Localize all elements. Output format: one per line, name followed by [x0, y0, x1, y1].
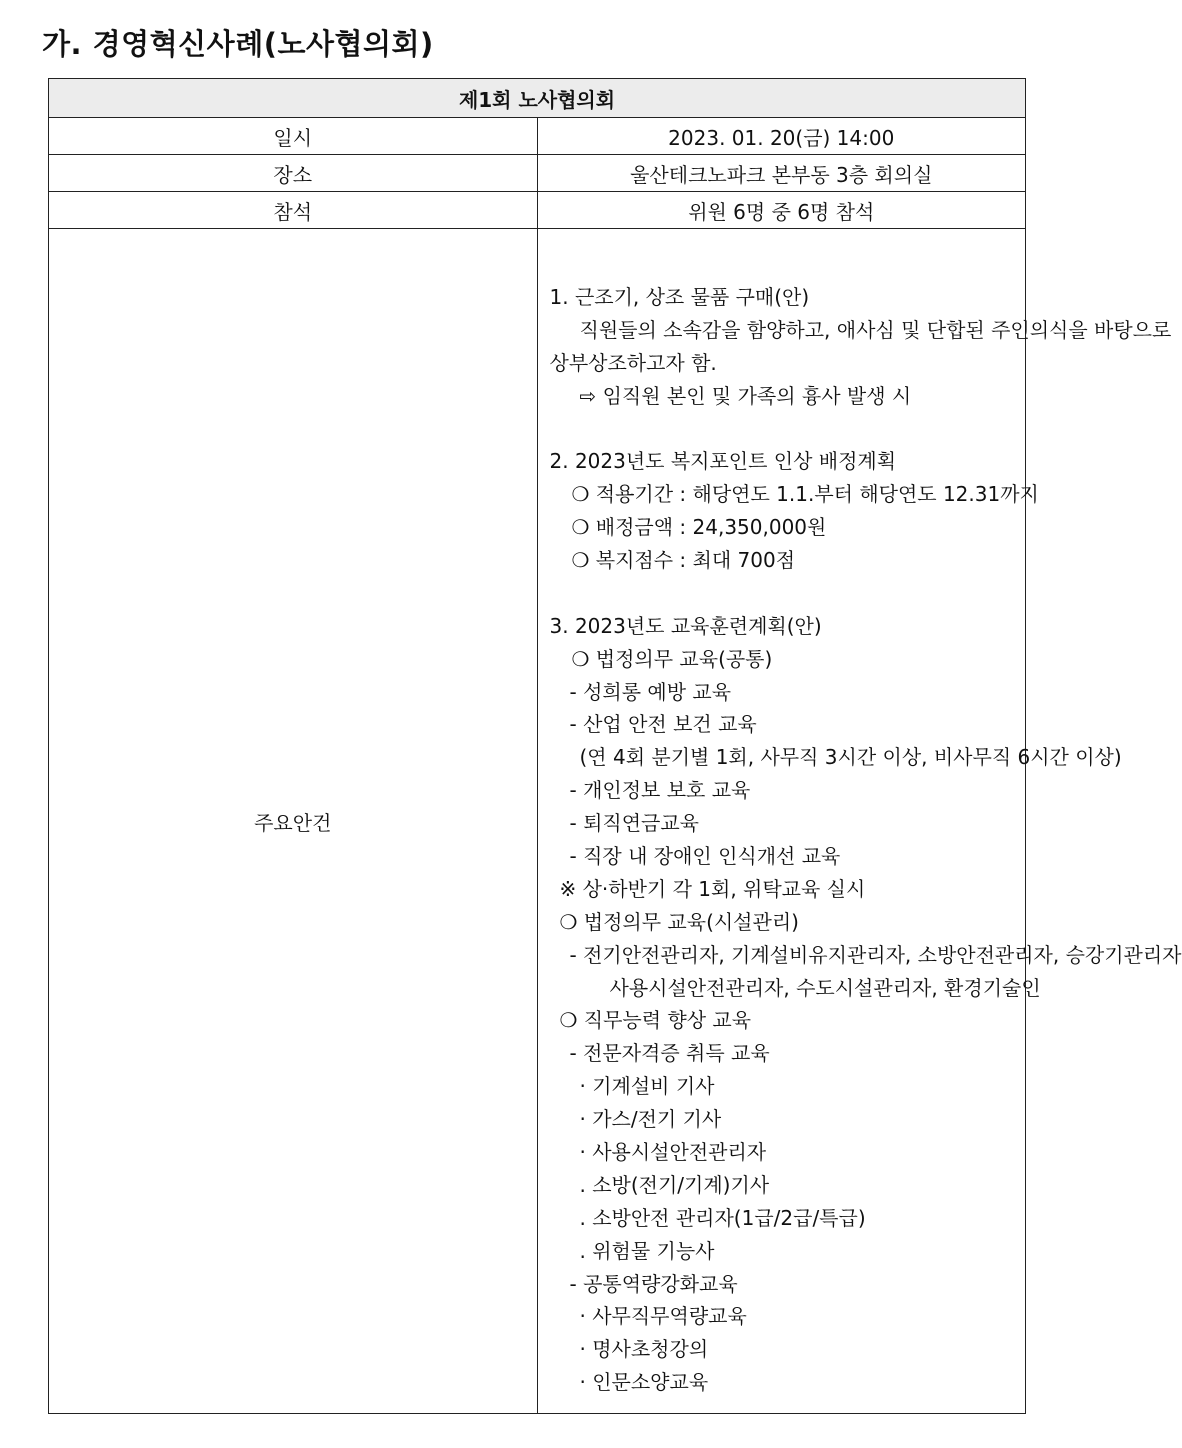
- agenda-dash-line: - 전기안전관리자, 기계설비유지관리자, 소방안전관리자, 승강기관리자: [569, 942, 1182, 967]
- agenda-bullet-line: ❍ 법정의무 교육(시설관리): [559, 909, 799, 934]
- table-title-row: [49, 79, 1026, 118]
- agenda-dash-line: - 전문자격증 취득 교육: [569, 1041, 770, 1066]
- agenda-content: [537, 229, 1182, 1414]
- section-heading: 가. 경영혁신사례(노사협의회): [42, 27, 434, 61]
- agenda-dash-line: - 성희롱 예방 교육: [569, 679, 732, 704]
- agenda-dot-line: · 명사초청강의: [579, 1337, 709, 1362]
- table-row-datetime: [49, 118, 1026, 155]
- agenda-dot-line: · 인문소양교육: [579, 1370, 709, 1395]
- agenda-spacer: [550, 412, 1026, 445]
- agenda-item-1-title: 1. 근조기, 상조 물품 구매(안): [549, 284, 810, 309]
- agenda-text-line: 직원들의 소속감을 함양하고, 애사심 및 단합된 주인의식을 바탕으로: [579, 317, 1172, 342]
- location-value: 울산테크노파크 본부동 3층 회의실: [537, 155, 1026, 192]
- agenda-item-2-title: 2. 2023년도 복지포인트 인상 배정계획: [549, 449, 897, 474]
- agenda-dot-line: · 사무직무역량교육: [579, 1304, 747, 1329]
- agenda-note-line: (연 4회 분기별 1회, 사무직 3시간 이상, 비사무직 6시간 이상): [579, 745, 1122, 770]
- agenda-spacer: [550, 577, 1026, 610]
- meeting-minutes-table: [48, 78, 1182, 1414]
- agenda-bullet-line: ❍ 적용기간 : 해당연도 1.1.부터 해당연도 12.31까지: [571, 482, 1039, 507]
- agenda-dash-line: - 직장 내 장애인 인식개선 교육: [569, 844, 841, 868]
- agenda-continuation-line: 사용시설안전관리자, 수도시설관리자, 환경기술인: [609, 975, 1041, 1000]
- agenda-item-3-title: 3. 2023년도 교육훈련계획(안): [549, 613, 822, 638]
- agenda-text-line: 상부상조하고자 함.: [549, 350, 717, 375]
- datetime-value: 2023. 01. 20(금) 14:00: [537, 118, 1026, 155]
- agenda-label: 주요안건: [49, 229, 538, 1414]
- attendance-value: 위원 6명 중 6명 참석: [537, 192, 1026, 229]
- meeting-title: 제1회 노사협의회: [49, 79, 1026, 118]
- agenda-note-line: ※ 상·하반기 각 1회, 위탁교육 실시: [559, 876, 866, 901]
- location-label: 장소: [49, 155, 538, 192]
- agenda-bullet-line: ❍ 배정금액 : 24,350,000원: [571, 515, 827, 540]
- agenda-dash-line: - 개인정보 보호 교육: [569, 778, 751, 803]
- agenda-bullet-line: ❍ 직무능력 향상 교육: [559, 1008, 752, 1033]
- agenda-dash-line: - 공통역량강화교육: [569, 1271, 738, 1296]
- agenda-dash-line: - 퇴직연금교육: [569, 811, 699, 836]
- agenda-bullet-line: ❍ 복지점수 : 최대 700점: [571, 547, 796, 572]
- table-row-location: [49, 155, 1026, 192]
- datetime-label: 일시: [49, 118, 538, 155]
- agenda-arrow-line: ⇨ 임직원 본인 및 가족의 흉사 발생 시: [579, 383, 912, 408]
- agenda-dot-line: . 위험물 기능사: [579, 1238, 715, 1263]
- attendance-label: 참석: [49, 192, 538, 229]
- agenda-dot-line: · 사용시설안전관리자: [579, 1140, 767, 1165]
- agenda-dash-line: - 산업 안전 보건 교육: [569, 712, 757, 737]
- agenda-dot-line: . 소방(전기/기계)기사: [579, 1172, 770, 1197]
- agenda-dot-line: · 기계설비 기사: [579, 1074, 715, 1099]
- agenda-dot-line: . 소방안전 관리자(1급/2급/특급): [579, 1205, 866, 1230]
- agenda-dot-line: · 가스/전기 기사: [579, 1107, 722, 1132]
- table-row-agenda: [49, 229, 1026, 1414]
- table-row-attendance: [49, 192, 1026, 229]
- agenda-bullet-line: ❍ 법정의무 교육(공통): [571, 646, 773, 671]
